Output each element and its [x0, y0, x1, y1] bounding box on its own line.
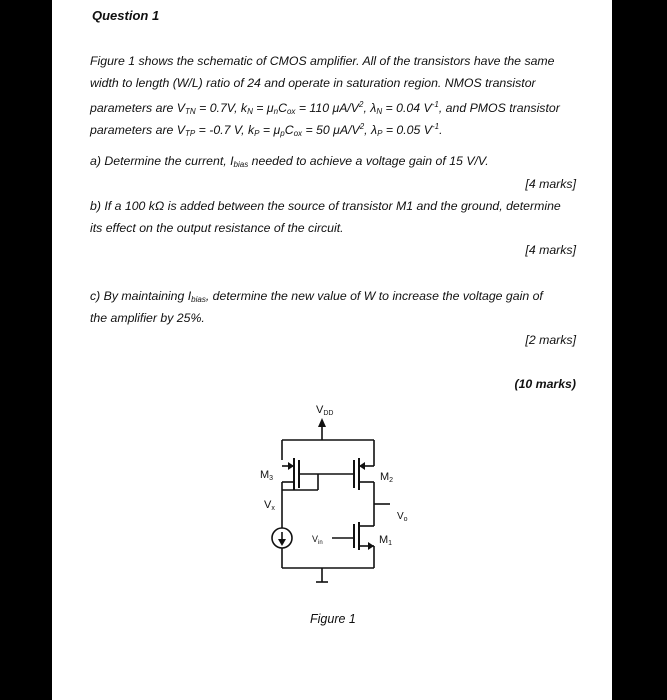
- vin-label: $V_{in}$: [312, 534, 323, 546]
- part-a-marks: [4 marks]: [525, 177, 576, 191]
- intro-line-3: parameters are $V_{TN} = 0.7V$, $k_N = \mu_nC_{ox} = 110$ $\mu A/V^2$, $\lambda_N = 0.04$ $V^{-1}$, and PMOS transistor: [90, 100, 560, 116]
- m2-label: M2: [380, 471, 394, 484]
- part-b-line-1: b) If a 100 kΩ is added between the source of transistor M1 and the ground, determine: [90, 199, 561, 213]
- m1-label: M1: [379, 534, 393, 547]
- m1-source-arrow-icon: [368, 542, 374, 550]
- figure-caption: Figure 1: [310, 612, 356, 626]
- part-c-line-2: the amplifier by 25%.: [90, 311, 205, 325]
- document-page: [52, 0, 612, 700]
- part-c-line-1: c) By maintaining $I_{bias}$, determine the new value of W to increase the voltage gain of: [90, 289, 543, 304]
- part-b-marks: [4 marks]: [525, 243, 576, 257]
- intro-line-1: Figure 1 shows the schematic of CMOS amplifier. All of the transistors have the same: [90, 54, 555, 68]
- m3-label: M3: [260, 469, 274, 482]
- current-arrow-icon: [278, 539, 286, 546]
- vdd-arrow-icon: [318, 418, 326, 427]
- vdd-label: VDD: [316, 404, 334, 417]
- part-a-text: a) Determine the current, $I_{bias}$ needed to achieve a voltage gain of 15 V/V.: [90, 154, 489, 169]
- vo-label: $V_o$: [397, 511, 408, 523]
- question-title: Question 1: [92, 8, 160, 23]
- vx-label: Vx: [264, 499, 275, 512]
- part-c-marks: [2 marks]: [525, 333, 576, 347]
- part-b-line-2: its effect on the output resistance of the circuit.: [90, 221, 344, 235]
- intro-line-4: parameters are $V_{TP} = -0.7$ V, $k_P = \mu_pC_{ox} = 50$ $\mu A/V^2$, $\lambda_P = 0.05$ $V^{-1}$.: [90, 122, 443, 138]
- total-marks: (10 marks): [514, 377, 576, 391]
- cmos-amplifier-schematic: [242, 400, 442, 600]
- intro-line-2: width to length (W/L) ratio of 24 and operate in saturation region. NMOS transistor: [90, 76, 536, 90]
